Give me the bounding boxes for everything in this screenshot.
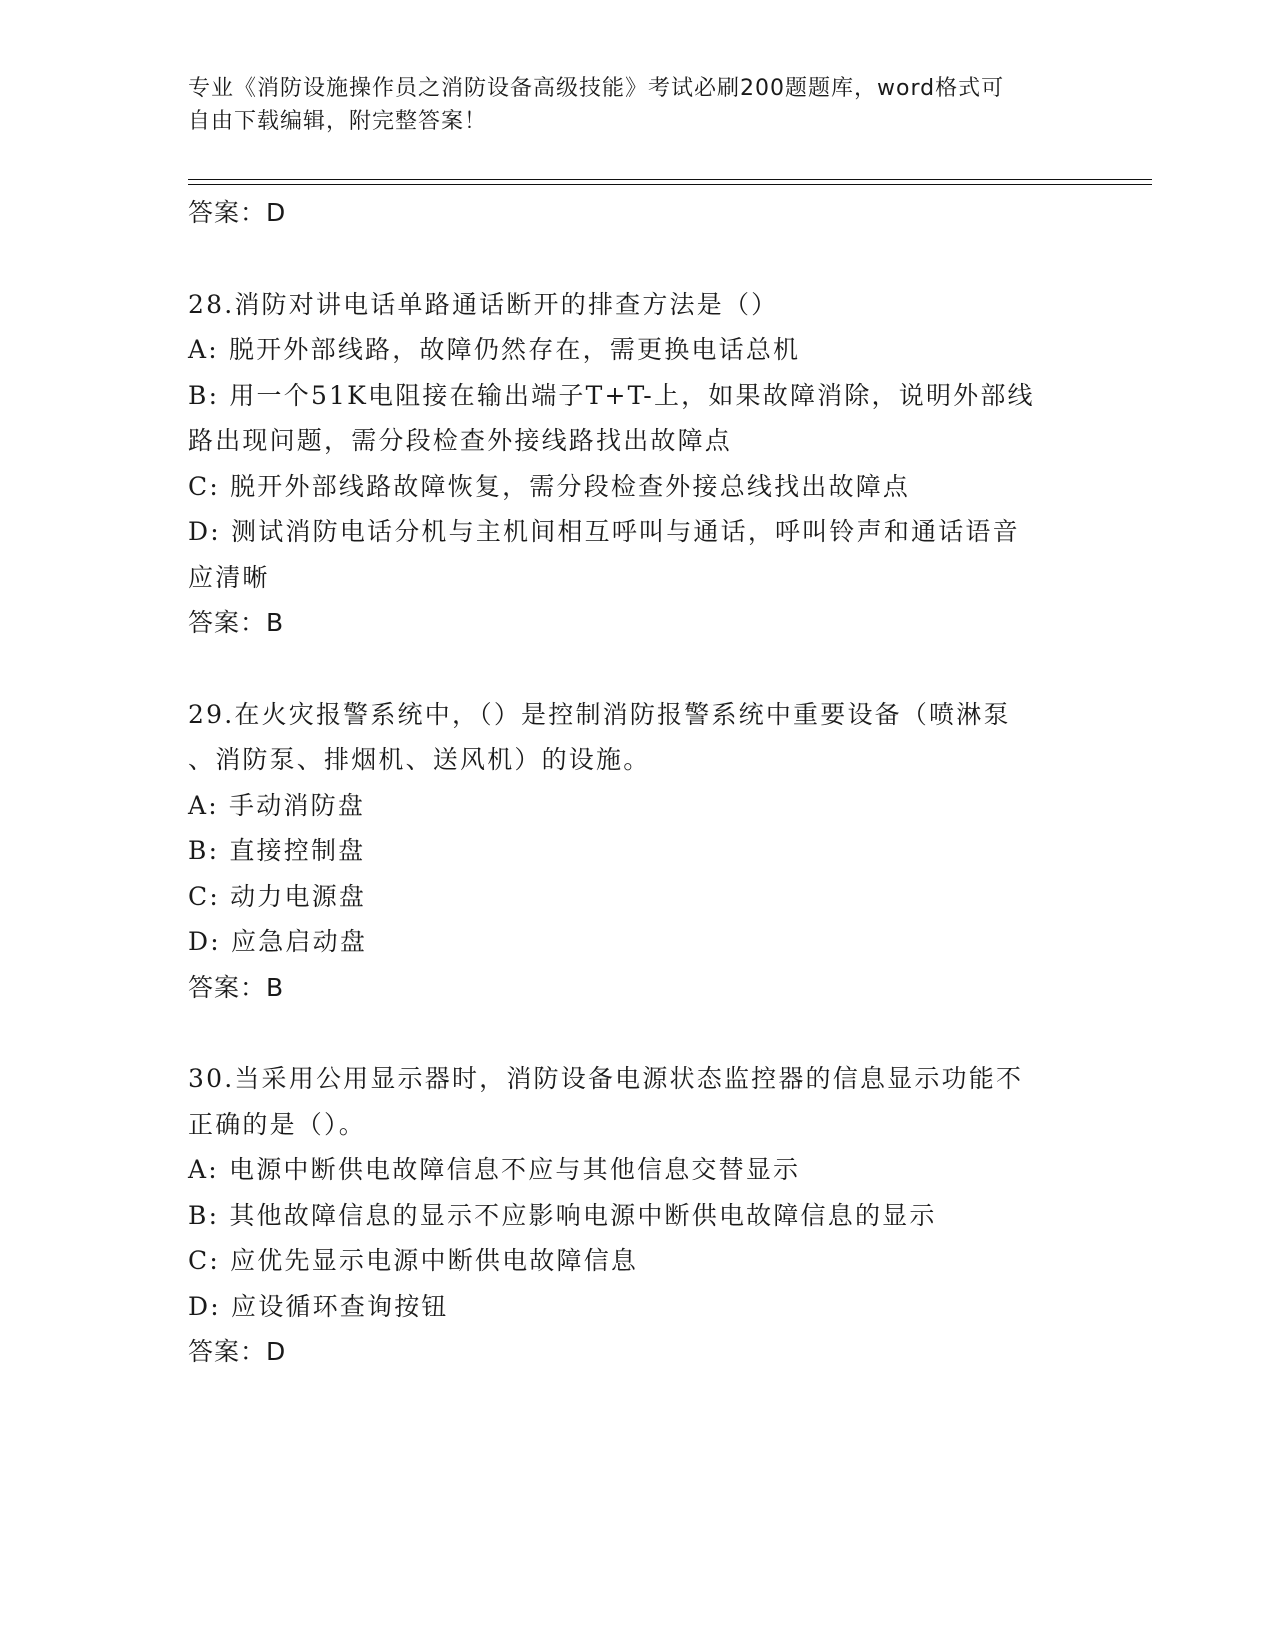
option-d-continued: 应清晰 [188,562,270,592]
option-c: C: 脱开外部线路故障恢复，需分段检查外接总线找出故障点 [188,471,911,501]
question-text-continued: 正确的是（）。 [188,1109,366,1139]
answer: 答案：B [188,608,285,637]
header-rule-bottom [188,184,1152,185]
previous-answer: 答案：D [188,198,287,227]
spacer [188,1010,1088,1056]
option-a: A: 电源中断供电故障信息不应与其他信息交替显示 [188,1155,801,1184]
option-a: A: 手动消防盘 [188,790,366,820]
question-list [188,190,1088,1375]
question-text-continued: 、消防泵、排烟机、送风机）的设施。 [188,745,651,774]
question-text: 30.当采用公用显示器时，消防设备电源状态监控器的信息显示功能不 [188,1064,1024,1093]
question-text: 28.消防对讲电话单路通话断开的排查方法是（） [188,289,779,319]
option-d: D: 应急启动盘 [188,927,368,956]
option-d: D: 测试消防电话分机与主机间相互呼叫与通话，呼叫铃声和通话语音 [188,517,1020,546]
header-line-2: 自由下载编辑，附完整答案！ [188,109,488,134]
option-b: B: 用一个51K电阻接在输出端子T+T-上，如果故障消除，说明外部线 [188,380,1035,410]
option-b: B: 直接控制盘 [188,836,366,865]
question-30 [188,1056,1088,1375]
question-28 [188,282,1088,646]
header-line-1: 专业《消防设施操作员之消防设备高级技能》考试必刷200题题库，word格式可 [188,76,1005,101]
option-b: B: 其他故障信息的显示不应影响电源中断供电故障信息的显示 [188,1200,937,1230]
option-d: D: 应设循环查询按钮 [188,1291,449,1321]
header-rule-top [188,179,1152,180]
option-b-continued: 路出现问题，需分段检查外接线路找出故障点 [188,426,733,455]
question-29 [188,692,1088,1011]
spacer [188,236,1088,282]
option-a: A: 脱开外部线路，故障仍然存在，需更换电话总机 [188,335,801,364]
answer: 答案：B [188,972,285,1002]
option-c: C: 应优先显示电源中断供电故障信息 [188,1246,639,1275]
answer: 答案：D [188,1337,287,1366]
page-header [188,72,1068,138]
spacer [188,646,1088,692]
option-c: C: 动力电源盘 [188,881,367,911]
question-text: 29.在火灾报警系统中，（）是控制消防报警系统中重要设备（喷淋泵 [188,699,1011,729]
